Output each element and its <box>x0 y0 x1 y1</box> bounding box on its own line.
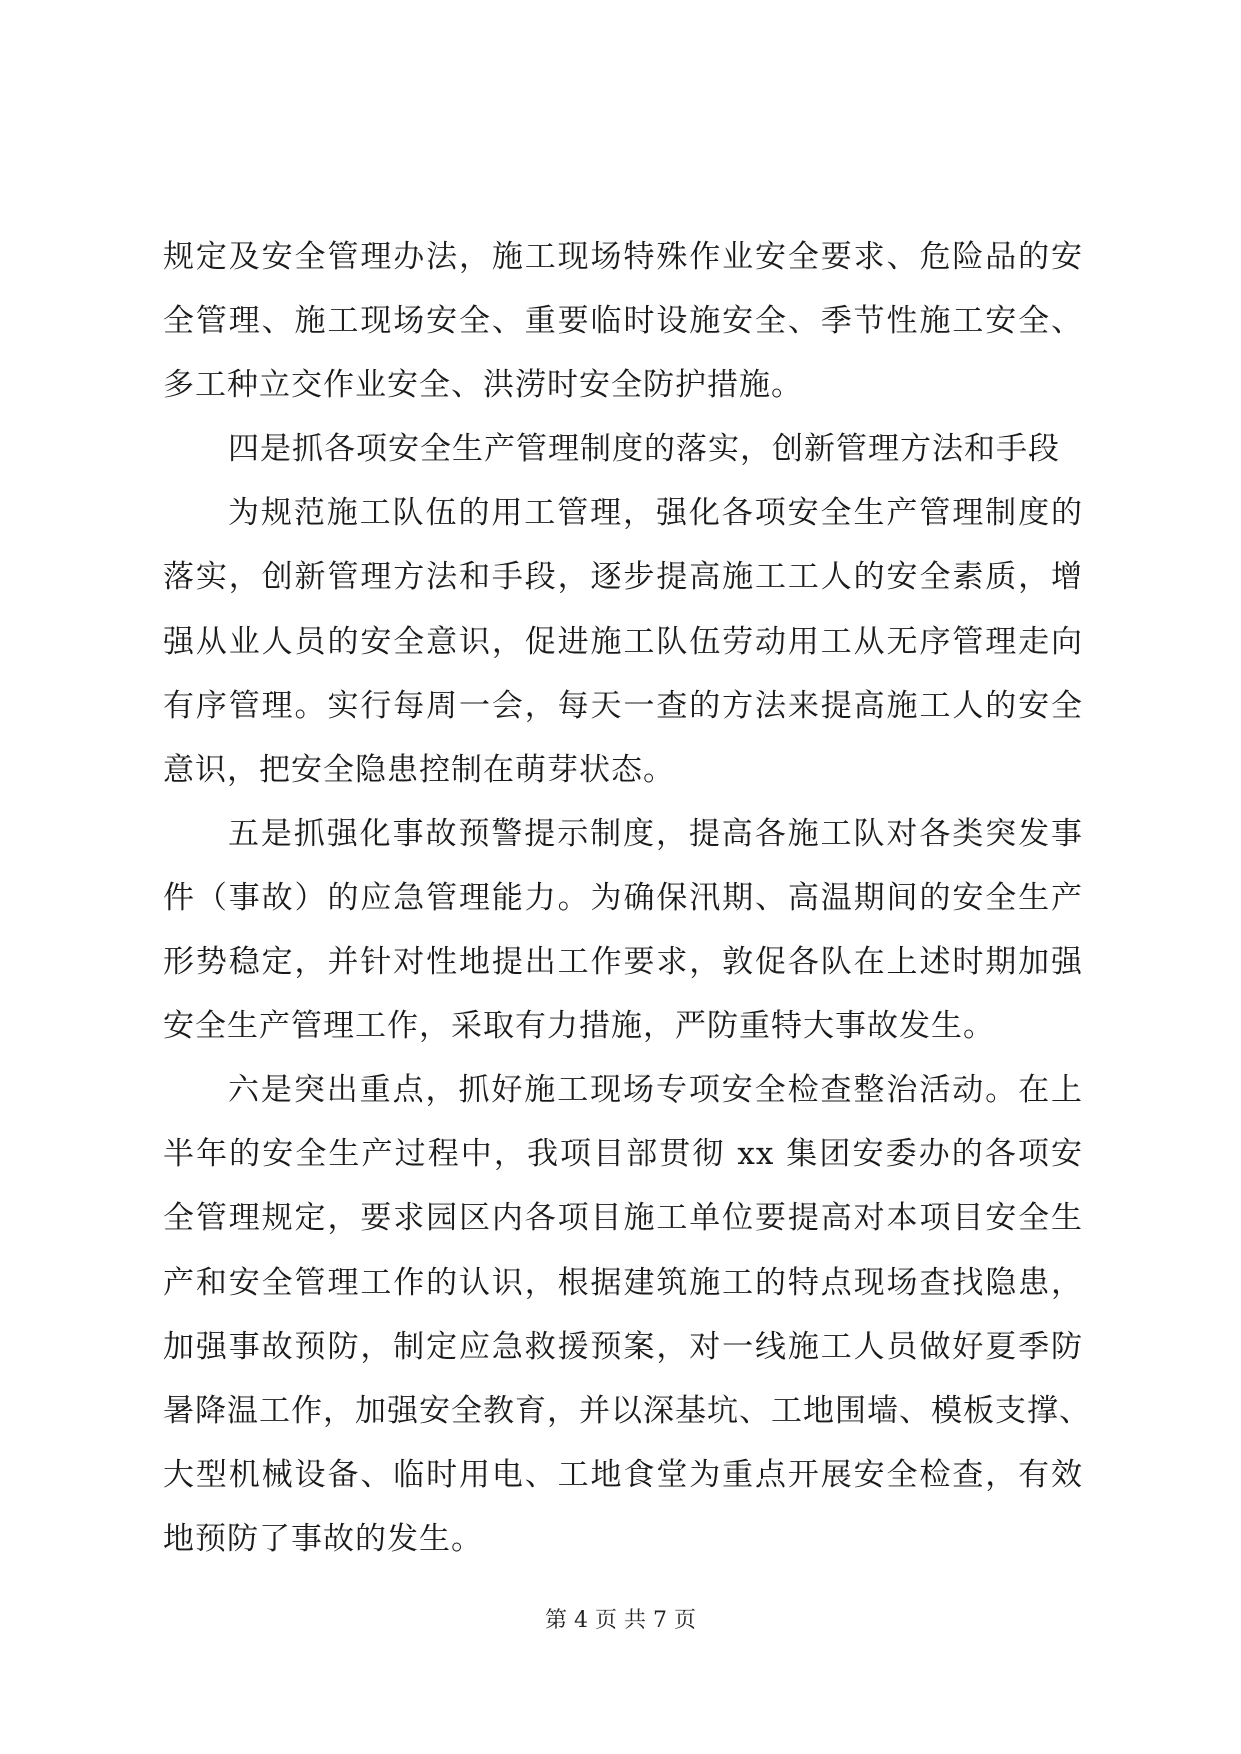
text-line: 意识，把安全隐患控制在萌芽状态。 <box>163 751 675 788</box>
text-line: 全管理规定，要求园区内各项目施工单位要提高对本项目安全生 <box>163 1200 1083 1237</box>
text-line: 件（事故）的应急管理能力。为确保汛期、高温期间的安全生产 <box>163 879 1083 916</box>
text-line: 落实，创新管理方法和手段，逐步提高施工工人的安全素质，增 <box>163 559 1083 596</box>
body-text <box>163 225 1091 1571</box>
text-line: 产和安全管理工作的认识，根据建筑施工的特点现场查找隐患， <box>163 1264 1083 1301</box>
text-line: 全管理、施工现场安全、重要临时设施安全、季节性施工安全、 <box>163 303 1083 340</box>
text-line: 多工种立交作业安全、洪涝时安全防护措施。 <box>163 367 803 404</box>
text-line: 半年的安全生产过程中，我项目部贯彻 xx 集团安委办的各项安 <box>163 1136 1083 1173</box>
text-line: 大型机械设备、临时用电、工地食堂为重点开展安全检查，有效 <box>163 1456 1083 1493</box>
text-line: 加强事故预防，制定应急救援预案，对一线施工人员做好夏季防 <box>163 1328 1083 1365</box>
text-line: 地预防了事故的发生。 <box>163 1520 483 1557</box>
text-line: 有序管理。实行每周一会，每天一查的方法来提高施工人的安全 <box>163 687 1083 724</box>
paragraph-heading: 四是抓各项安全生产管理制度的落实，创新管理方法和手段 <box>228 431 1060 468</box>
text-line: 为规范施工队伍的用工管理，强化各项安全生产管理制度的 <box>228 495 1083 532</box>
text-line: 形势稳定，并针对性地提出工作要求，敦促各队在上述时期加强 <box>163 944 1083 981</box>
text-line: 暑降温工作，加强安全教育，并以深基坑、工地围墙、模板支撑、 <box>163 1392 1091 1429</box>
text-line: 五是抓强化事故预警提示制度，提高各施工队对各类突发事 <box>228 815 1083 852</box>
text-line: 强从业人员的安全意识，促进施工队伍劳动用工从无序管理走向 <box>163 623 1083 660</box>
text-line: 六是突出重点，抓好施工现场专项安全检查整治活动。在上 <box>228 1072 1083 1109</box>
page-number-footer: 第 4 页 共 7 页 <box>545 1608 696 1633</box>
text-line: 规定及安全管理办法，施工现场特殊作业安全要求、危险品的安 <box>163 239 1083 275</box>
text-line: 安全生产管理工作，采取有力措施，严防重特大事故发生。 <box>163 1008 995 1045</box>
